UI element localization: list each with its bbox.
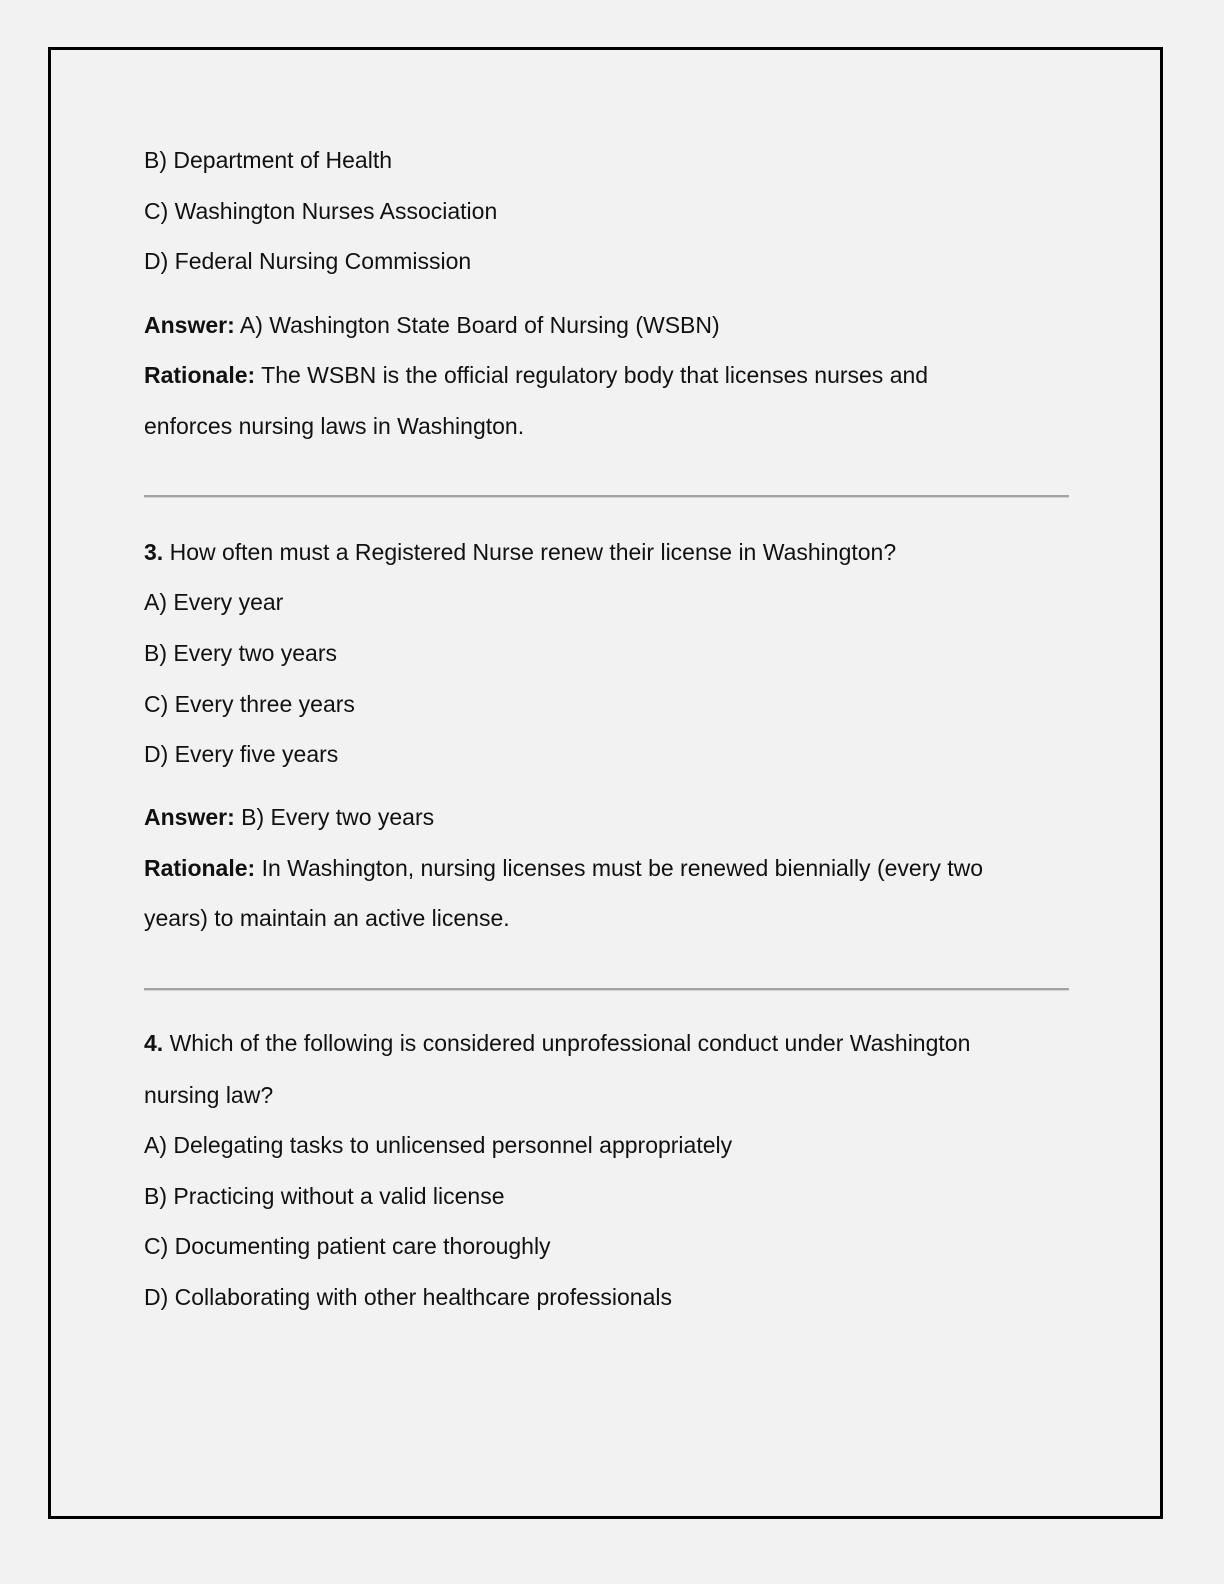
q3-option-d: D) Every five years xyxy=(144,741,339,767)
q2-rationale-label: Rationale: xyxy=(144,362,256,388)
q2-rationale-cont: enforces nursing laws in Washington. xyxy=(144,413,525,439)
q3-rationale-label: Rationale: xyxy=(144,855,256,881)
q2-option-c: C) Washington Nurses Association xyxy=(144,198,498,224)
q2-rationale xyxy=(144,360,928,390)
q4-option-b: B) Practicing without a valid license xyxy=(144,1183,505,1209)
q3-question xyxy=(144,537,896,567)
q4-number: 4. xyxy=(144,1030,164,1056)
q4-option-c: C) Documenting patient care thoroughly xyxy=(144,1233,551,1259)
q4-question-text: Which of the following is considered unprofessional conduct under Washington xyxy=(163,1030,971,1056)
q4-question-cont: nursing law? xyxy=(144,1082,274,1108)
q3-option-c: C) Every three years xyxy=(144,691,355,717)
q2-option-b: B) Department of Health xyxy=(144,147,393,173)
q3-answer-label: Answer: xyxy=(144,804,235,830)
q2-answer xyxy=(144,310,720,340)
section-divider xyxy=(144,495,1069,498)
q2-rationale-text: The WSBN is the official regulatory body that licenses nurses and xyxy=(255,362,929,388)
q3-number: 3. xyxy=(144,539,164,565)
q3-rationale-cont: years) to maintain an active license. xyxy=(144,905,510,931)
q3-question-text: How often must a Registered Nurse renew their license in Washington? xyxy=(163,539,897,565)
q3-answer-text: B) Every two years xyxy=(234,804,435,830)
q4-option-a: A) Delegating tasks to unlicensed personnel appropriately xyxy=(144,1132,733,1158)
q2-answer-label: Answer: xyxy=(144,312,235,338)
q3-answer xyxy=(144,802,434,832)
q3-option-b: B) Every two years xyxy=(144,640,337,666)
section-divider xyxy=(144,988,1069,991)
q3-rationale-text: In Washington, nursing licenses must be renewed biennially (every two xyxy=(255,855,984,881)
q2-option-d: D) Federal Nursing Commission xyxy=(144,248,472,274)
q4-option-d: D) Collaborating with other healthcare professionals xyxy=(144,1284,673,1310)
q2-answer-text: A) Washington State Board of Nursing (WSBN) xyxy=(234,312,720,338)
q4-question xyxy=(144,1028,970,1058)
q3-option-a: A) Every year xyxy=(144,589,284,615)
q3-rationale xyxy=(144,853,983,883)
